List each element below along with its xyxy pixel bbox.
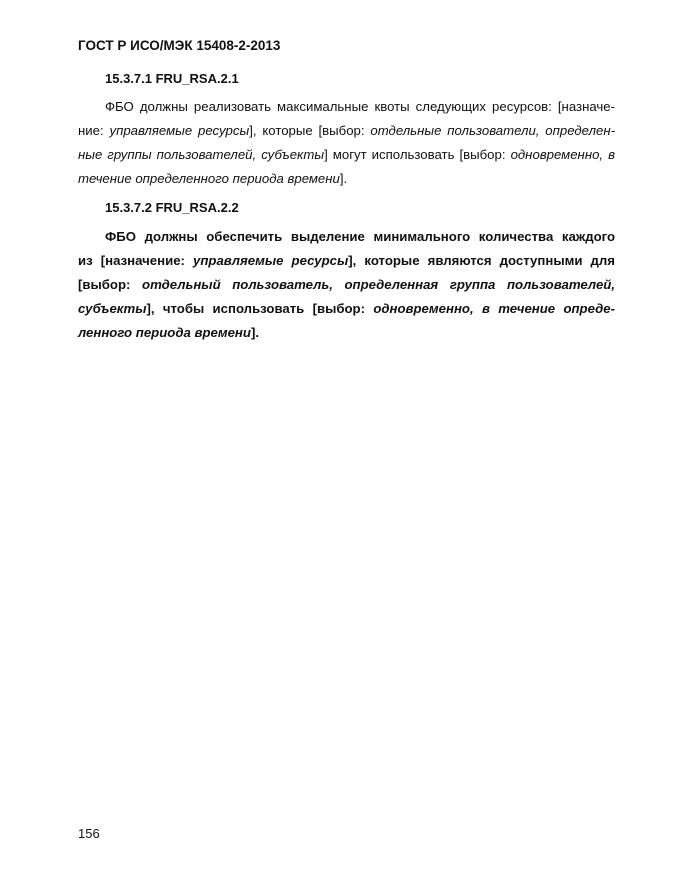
text-line xyxy=(78,225,615,249)
italic-text: субъекты xyxy=(78,301,147,316)
text-line xyxy=(78,119,615,143)
document-header: ГОСТ Р ИСО/МЭК 15408-2-2013 xyxy=(78,38,281,53)
italic-text: управляемые ресурсы xyxy=(193,253,349,268)
text-line xyxy=(78,297,615,321)
text-line xyxy=(78,321,615,345)
italic-text: одновременно, в течение опреде- xyxy=(373,301,615,316)
text-segment: ние: xyxy=(78,123,110,138)
text-segment: ], которые [выбор: xyxy=(249,123,371,138)
paragraph-fru-rsa-2-1 xyxy=(78,95,615,191)
text-segment: из [назначение: xyxy=(78,253,194,268)
text-segment: ФБО должны реализовать максимальные квоты следующих ресурсов: [назначе- xyxy=(105,99,615,114)
italic-text: одновременно, в xyxy=(510,147,615,162)
italic-text: течение определенного периода времени xyxy=(78,171,340,186)
page-number: 156 xyxy=(78,826,100,841)
text-segment: ]. xyxy=(339,171,348,186)
section-heading-fru-rsa-2-2: 15.3.7.2 FRU_RSA.2.2 xyxy=(105,200,239,215)
text-segment: ]. xyxy=(250,325,260,340)
text-line xyxy=(78,249,615,273)
italic-text: отдельный пользователь, определенная группа пользователей, xyxy=(142,277,615,292)
text-segment: [выбор: xyxy=(78,277,143,292)
section-heading-fru-rsa-2-1: 15.3.7.1 FRU_RSA.2.1 xyxy=(105,71,239,86)
text-line xyxy=(78,273,615,297)
text-segment: ] могут использовать [выбор: xyxy=(324,147,511,162)
text-line xyxy=(78,143,615,167)
text-segment: ], чтобы использовать [выбор: xyxy=(146,301,374,316)
italic-text: ные группы пользователей, субъекты xyxy=(78,147,325,162)
text-segment: ], которые являются доступными для xyxy=(348,253,615,268)
text-line xyxy=(78,167,615,191)
paragraph-fru-rsa-2-2 xyxy=(78,225,615,345)
italic-text: управляемые ресурсы xyxy=(109,123,250,138)
text-segment: ФБО должны обеспечить выделение минимального количества каждого xyxy=(105,229,615,244)
italic-text: ленного периода времени xyxy=(78,325,251,340)
italic-text: отдельные пользователи, определен- xyxy=(370,123,615,138)
text-line xyxy=(78,95,615,119)
